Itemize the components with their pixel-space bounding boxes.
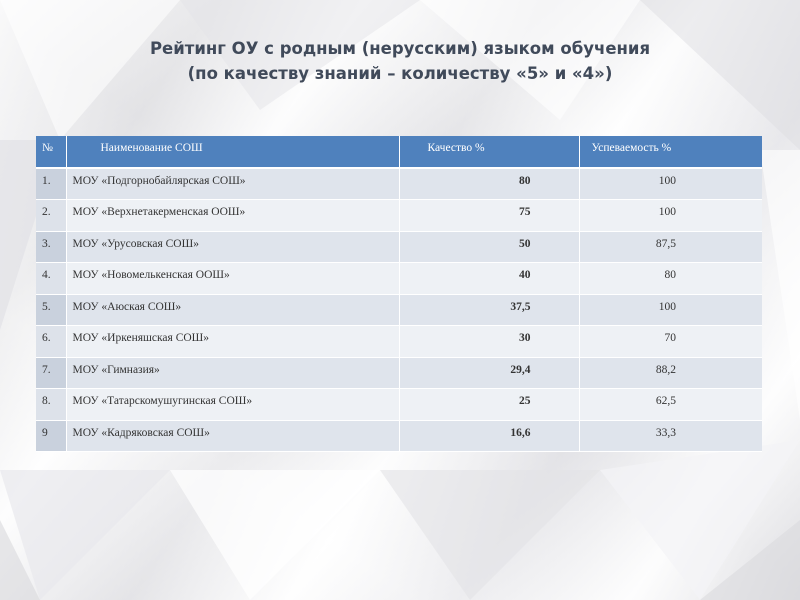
header-success: Успеваемость % (579, 136, 762, 168)
success-value: 80 (579, 263, 762, 295)
quality-value: 37,5 (399, 294, 579, 326)
success-value: 100 (579, 168, 762, 200)
quality-value: 50 (399, 231, 579, 263)
row-number: 4. (36, 263, 66, 295)
row-number: 8. (36, 389, 66, 421)
table-row (36, 326, 762, 358)
table-row (36, 294, 762, 326)
success-value: 87,5 (579, 231, 762, 263)
school-name: МОУ «Новомелькенская ООШ» (66, 263, 399, 295)
school-name: МОУ «Аюская СОШ» (66, 294, 399, 326)
school-name: МОУ «Татарскомушугинская СОШ» (66, 389, 399, 421)
quality-value: 25 (399, 389, 579, 421)
row-number: 7. (36, 357, 66, 389)
school-name: МОУ «Иркеняшская СОШ» (66, 326, 399, 358)
row-number: 2. (36, 200, 66, 232)
success-value: 100 (579, 294, 762, 326)
table-header-row (36, 136, 762, 168)
table-row (36, 389, 762, 421)
school-name: МОУ «Подгорнобайлярская СОШ» (66, 168, 399, 200)
title-line-2: (по качеству знаний – количеству «5» и «4») (187, 64, 613, 83)
rating-table-container (36, 136, 762, 452)
quality-value: 75 (399, 200, 579, 232)
table-row (36, 168, 762, 200)
row-number: 9 (36, 420, 66, 452)
quality-value: 29,4 (399, 357, 579, 389)
success-value: 88,2 (579, 357, 762, 389)
header-number: № (36, 136, 66, 168)
title-line-1: Рейтинг ОУ с родным (нерусским) языком обучения (149, 39, 651, 58)
success-value: 100 (579, 200, 762, 232)
header-school-name: Наименование СОШ (66, 136, 399, 168)
quality-value: 16,6 (399, 420, 579, 452)
success-value: 33,3 (579, 420, 762, 452)
page-title (0, 36, 800, 86)
table-row (36, 263, 762, 295)
quality-value: 40 (399, 263, 579, 295)
success-value: 62,5 (579, 389, 762, 421)
table-row (36, 420, 762, 452)
school-name: МОУ «Кадряковская СОШ» (66, 420, 399, 452)
school-name: МОУ «Верхнетакерменская ООШ» (66, 200, 399, 232)
header-quality: Качество % (399, 136, 579, 168)
school-name: МОУ «Гимназия» (66, 357, 399, 389)
rating-table (36, 136, 762, 452)
table-row (36, 231, 762, 263)
row-number: 5. (36, 294, 66, 326)
row-number: 3. (36, 231, 66, 263)
row-number: 6. (36, 326, 66, 358)
quality-value: 80 (399, 168, 579, 200)
row-number: 1. (36, 168, 66, 200)
table-row (36, 200, 762, 232)
quality-value: 30 (399, 326, 579, 358)
table-row (36, 357, 762, 389)
success-value: 70 (579, 326, 762, 358)
school-name: МОУ «Урусовская СОШ» (66, 231, 399, 263)
